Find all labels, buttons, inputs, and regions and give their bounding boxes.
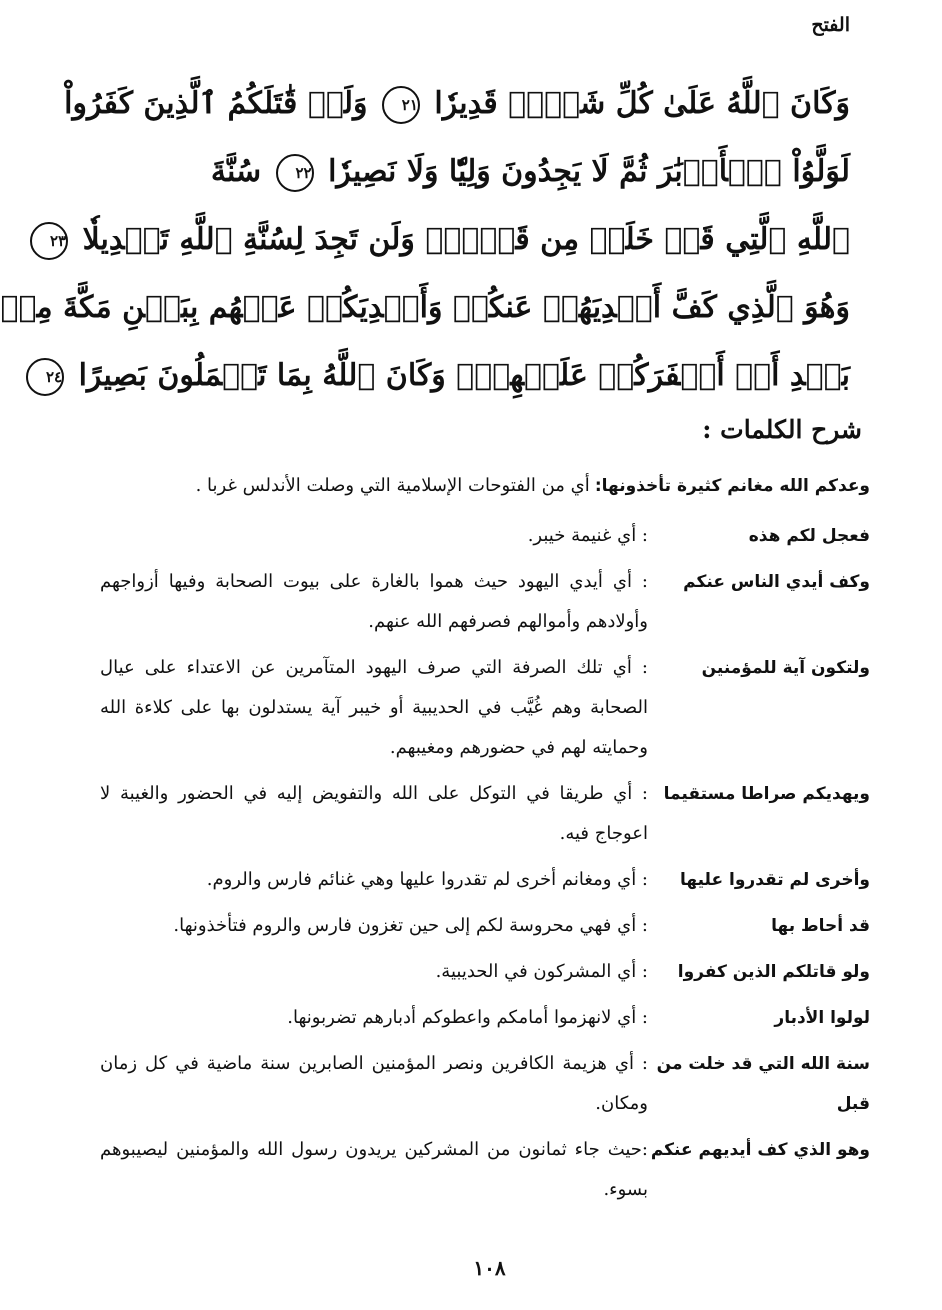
glossary (100, 466, 870, 1216)
glossary-definition: : أي ومغانم أخرى لم تقدروا عليها وهي غنائم فارس والروم. (206, 869, 648, 890)
glossary-definition: : أي غنيمة خيبر. (527, 525, 648, 546)
glossary-entry (100, 466, 870, 506)
verse-line (64, 70, 850, 138)
glossary-entry (100, 774, 870, 854)
glossary-entry (100, 1130, 870, 1210)
ayah-number: ٢٤ (26, 358, 64, 396)
section-title: شرح الكلمات : (702, 415, 862, 444)
verse-text: لَوَلَّوُاْ ٱلۡأَدۡبَٰرَ ثُمَّ لَا يَجِدُونَ وَلِيّٗا وَلَا نَصِيرٗا (328, 154, 850, 189)
verse-line (0, 274, 850, 342)
glossary-definition: : أي فهي محروسة لكم إلى حين تغزون فارس والروم فتأخذونها. (173, 915, 648, 936)
surah-name: الفتح (811, 14, 850, 36)
glossary-entry (100, 998, 870, 1038)
ayah-number: ٢٢ (276, 154, 314, 192)
glossary-definition: : أي هزيمة الكافرين ونصر المؤمنين الصابرين سنة ماضية في كل زمان ومكان. (100, 1053, 648, 1114)
glossary-entry (100, 562, 870, 642)
glossary-term: وكف أيدي الناس عنكم (683, 572, 870, 592)
glossary-entry (100, 516, 870, 556)
glossary-term: ولتكون آية للمؤمنين (701, 658, 870, 678)
glossary-entry (100, 648, 870, 768)
verse-text: سُنَّةَ (210, 154, 262, 189)
ayah-number: ٢١ (382, 86, 420, 124)
page-number: ١٠٨ (473, 1256, 506, 1280)
verse-text: وَكَانَ ٱللَّهُ عَلَىٰ كُلِّ شَيۡءٖ قَدِيرٗا (434, 86, 850, 121)
glossary-entry (100, 860, 870, 900)
glossary-term: سنة الله التي قد خلت من قبل (656, 1054, 870, 1114)
verse-line (210, 138, 850, 206)
glossary-definition: : أي لانهزموا أمامكم واعطوكم أدبارهم تضربونها. (287, 1007, 648, 1028)
glossary-definition: :حيث جاء ثمانون من المشركين يريدون رسول الله والمؤمنين ليصيبوهم بسوء. (100, 1139, 648, 1200)
glossary-term: وهو الذي كف أيديهم عنكم (650, 1140, 870, 1160)
glossary-entry (100, 1044, 870, 1124)
glossary-term: قد أحاط بها (771, 916, 870, 936)
glossary-definition: : أي طريقا في التوكل على الله والتفويض إليه في الحضور والغيبة لا اعوجاج فيه. (100, 783, 648, 844)
glossary-entry (100, 906, 870, 946)
glossary-term: وعدكم الله مغانم كثيرة تأخذونها: (594, 476, 870, 496)
verse-line (45, 342, 850, 410)
verse-line (50, 206, 850, 274)
verse-text: وَهُوَ ٱلَّذِي كَفَّ أَيۡدِيَهُمۡ عَنكُمۡ وَأَيۡدِيَكُمۡ عَنۡهُم بِبَطۡنِ مَكَّةَ مِنۢ (0, 290, 850, 325)
glossary-definition: : أي أيدي اليهود حيث هموا بالغارة على بيوت الصحابة وفيها أزواجهم وأولادهم وأموالهم فصرفهم الله عنهم. (100, 571, 648, 632)
verse-text: بَعۡدِ أَنۡ أَظۡفَرَكُمۡ عَلَيۡهِمۡۚ وَكَانَ ٱللَّهُ بِمَا تَعۡمَلُونَ بَصِيرًا (78, 358, 850, 393)
glossary-term: لولوا الأدبار (774, 1008, 870, 1028)
glossary-term: فعجل لكم هذه (748, 526, 870, 546)
glossary-entry (100, 952, 870, 992)
glossary-term: ولو قاتلكم الذين كفروا (677, 962, 870, 982)
verse-text: ٱللَّهِ ٱلَّتِي قَدۡ خَلَتۡ مِن قَبۡلُۖ وَلَن تَجِدَ لِسُنَّةِ ٱللَّهِ تَبۡدِيلٗا (82, 222, 850, 257)
verse-text: وَلَوۡ قَٰتَلَكُمُ ٱلَّذِينَ كَفَرُواْ (64, 86, 368, 121)
quran-verses (0, 70, 850, 410)
glossary-term: ويهديكم صراطا مستقيما (663, 784, 870, 804)
glossary-definition: : أي المشركون في الحديبية. (435, 961, 648, 982)
glossary-term: وأخرى لم تقدروا عليها (680, 870, 870, 890)
glossary-definition: أي من الفتوحات الإسلامية التي وصلت الأندلس غربا . (195, 475, 590, 496)
ayah-number: ٢٣ (30, 222, 68, 260)
glossary-definition: : أي تلك الصرفة التي صرف اليهود المتآمرين عن الاعتداء على عيال الصحابة وهم غُيَّب في الحديبية أو خيبر آية يستدلون بها على كلاءة الله وحمايته لهم في حضورهم ومغيبهم. (100, 657, 648, 758)
